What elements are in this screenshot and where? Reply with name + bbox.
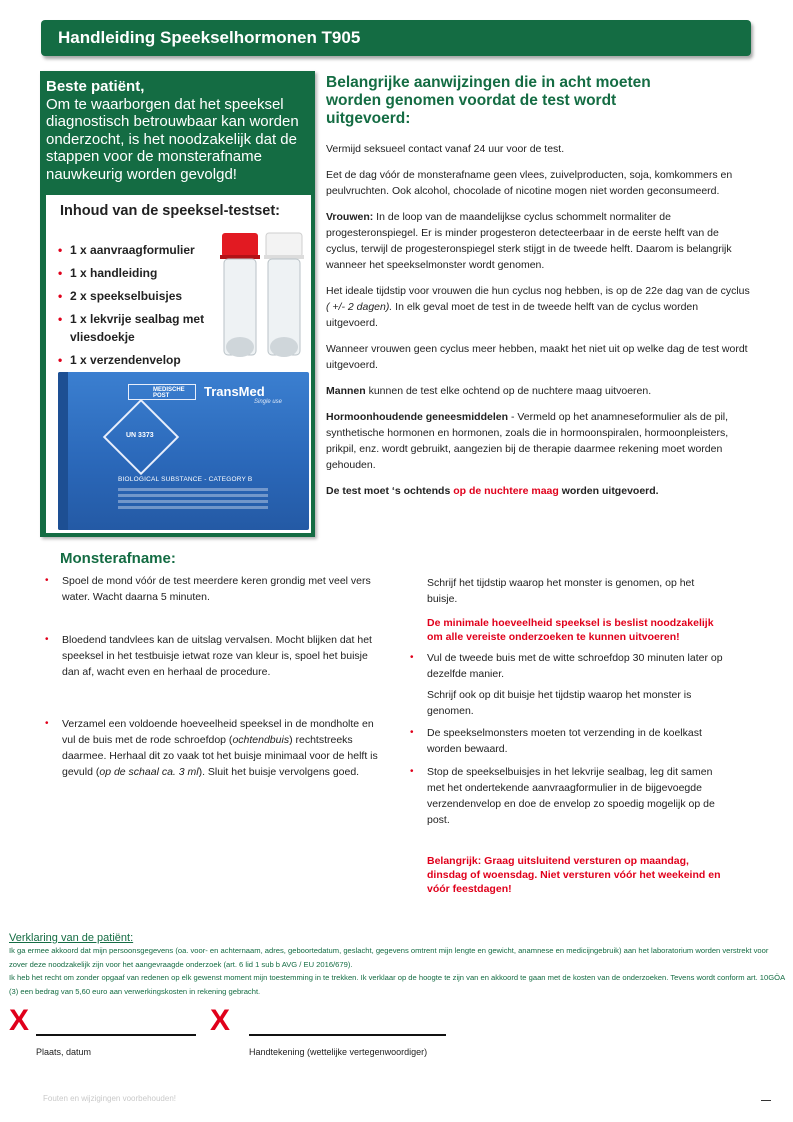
medication-label: Hormoonhoudende geneesmiddelen — [326, 411, 509, 423]
kit-list — [58, 241, 228, 374]
shipping-envelope-image — [58, 372, 309, 530]
intro-text — [46, 78, 310, 183]
important-title: Belangrijke aanwijzingen die in acht moeten worden genomen voordat de test wordt uitgevoerd: — [326, 74, 651, 127]
timing-text: Het ideale tijdstip voor vrouwen die hun cyclus nog hebben, is op de 22e dag van de cyclus — [326, 285, 750, 297]
saliva-tubes-image — [218, 229, 306, 365]
declaration-title: Verklaring van de patiënt: — [9, 932, 134, 944]
envelope-un-code: UN 3373 — [126, 432, 154, 439]
instruction-men — [326, 383, 751, 399]
instruction-no-cycle: Wanneer vrouwen geen cyclus meer hebben, maakt het niet uit op welke dag de test wordt uitgevoerd. — [326, 343, 748, 371]
kit-item: • 2 x speekselbuisjes — [58, 287, 228, 305]
envelope-seal — [58, 372, 68, 530]
page-end-mark — [761, 1100, 771, 1101]
sampling-step: • Stop de speekselbuisjes in het lekvrije sealbag, leg dit samen met het ondertekende aanvraagformulier in de bijgevoegde verzendenvelop en doe de envelop zo spoedig mogelijk op de post. — [410, 764, 725, 828]
place-date-line[interactable] — [36, 1034, 196, 1036]
kit-item: • 1 x lekvrije sealbag met vliesdoekje — [58, 310, 228, 346]
step-emph: ochtendbuis — [232, 734, 290, 746]
kit-title: Inhoud van de speeksel-testset: — [60, 203, 280, 219]
shipping-warning: Belangrijk: Graag uitsluitend versturen op maandag, dinsdag of woensdag. Niet versturen vóór het weekeind en vóór feestdagen! — [427, 855, 721, 895]
instruction-diet: Eet de dag vóór de monsterafname geen vlees, zuivelproducten, soja, komkommers en peulvruchten. Ook alcohol, chocolade of nicotine mogen niet worden geconsumeerd. — [326, 169, 733, 197]
sampling-step — [45, 716, 385, 780]
document-header — [41, 20, 751, 56]
sampling-step: • Spoel de mond vóór de test meerdere keren grondig met veel vers water. Wacht daarna 5 minuten. — [45, 573, 385, 605]
envelope-fine-print — [118, 488, 268, 512]
instruction-women — [326, 209, 751, 273]
men-label: Mannen — [326, 385, 366, 397]
declaration-rights: Ik heb het recht om zonder opgaaf van redenen op elk gewenst moment mijn toestemming in te trekken. Ik verklaar op de hoogte te zijn van en akkoord te gaan met de kosten van de onderzoeken. Tevens wordt conform art. 10GÖA (3) een bedrag van 5,60 euro aan verwerkingskosten in rekening gebracht. — [9, 973, 785, 996]
place-date-label: Plaats, datum — [36, 1047, 92, 1057]
step-text: ). Sluit het buisje vervolgens goed. — [198, 766, 360, 778]
envelope-brand: TransMed — [204, 384, 265, 399]
envelope-stamp: MEDISCHE POST — [128, 384, 196, 400]
patient-declaration — [9, 932, 787, 998]
instruction-sex: Vermijd seksueel contact vanaf 24 uur voor de test. — [326, 143, 565, 155]
red-cap — [222, 233, 258, 257]
women-label: Vrouwen: — [326, 211, 374, 223]
signature-label: Handtekening (wettelijke vertegenwoordiger) — [249, 1047, 428, 1057]
morning-text: De test moet ‘s ochtends — [326, 485, 454, 497]
sampling-right-column — [410, 575, 725, 896]
sampling-step: • De speekselmonsters moeten tot verzending in de koelkast worden bewaard. — [410, 725, 725, 757]
sampling-left-column — [45, 573, 385, 780]
intro-paragraph: Om te waarborgen dat het speeksel diagnostisch betrouwbaar kan worden onderzocht, is het noodzakelijk dat de stappen voor de monsterafname nauwkeurig worden gevolgd! — [46, 95, 299, 183]
medication-text: - Vermeld op het anamneseformulier als de pil, synthetische hormonen en hormonen, zoals die in hormoonspiralen, hormoonpleisters, prikpil, enz. wordt gebruikt, aangezien bij de therapie daarmee rekening moet worden gehouden. — [326, 411, 729, 471]
sampling-title: Monsterafname: — [60, 550, 176, 567]
instruction-timing — [326, 283, 751, 331]
sampling-note: Schrijf ook op dit buisje het tijdstip waarop het monster is genomen. — [427, 689, 692, 717]
intro-greeting: Beste patiënt, — [46, 78, 145, 95]
sampling-warning: De minimale hoeveelheid speeksel is beslist noodzakelijk om alle vereiste onderzoeken te kunnen uitvoeren! — [427, 617, 714, 643]
instruction-morning — [326, 483, 751, 499]
kit-item: • 1 x handleiding — [58, 264, 228, 282]
women-text: In de loop van de maandelijkse cyclus schommelt normaliter de progesteronspiegel. Er is minder progesteron detecteerbaar in de eerste helft van de cyclus, terwijl de progesteronspiegel sterk stijgt in de tweede helft. Daarom is belangrijk wanneer het speekselmonster wordt genomen. — [326, 211, 732, 271]
men-text: kunnen de test elke ochtend op de nuchtere maag uitvoeren. — [365, 385, 652, 397]
step-text: ) rechtstreeks daarmee. Herhaal dit zo vaak tot het buisje minimaal voor de helft is gevuld ( — [62, 734, 378, 778]
declaration-consent: Ik ga ermee akkoord dat mijn persoonsgegevens (oa. voor- en achternaam, adres, geboortedatum, geslacht, gegevens omtrent mijn lengte en gewicht, anamnese en medicijngebruik) aan het laboratorium worden verstrekt voor zover deze noodzakelijk zijn voor het aangevraagde onderzoek (art. 6 lid 1 sub b AVG / EU 2016/679). — [9, 946, 769, 969]
step-emph: op de schaal ca. 3 ml — [99, 766, 199, 778]
instruction-medication — [326, 409, 751, 473]
timing-range: ( +/- 2 dagen). — [326, 301, 393, 313]
kit-item: • 1 x verzendenvelop — [58, 351, 228, 369]
kit-panel — [46, 195, 311, 533]
step-text: Verzamel een voldoende hoeveelheid speeksel in de mondholte en vul de buis met de rode schroefdop ( — [62, 718, 374, 746]
kit-item: • 1 x aanvraagformulier — [58, 241, 228, 259]
sign-here-mark: X — [9, 1004, 30, 1037]
timing-text-end: In elk geval moet de test in de tweede helft van de cyclus worden uitgevoerd. — [326, 301, 699, 329]
intro-box — [40, 71, 315, 537]
envelope-category: BIOLOGICAL SUBSTANCE - CATEGORY B — [118, 476, 253, 483]
document-title: Handleiding Speekselhormonen T905 — [58, 28, 361, 47]
morning-text-end: worden uitgevoerd. — [558, 485, 659, 497]
signature-line[interactable] — [249, 1034, 446, 1036]
morning-highlight: op de nuchtere maag — [453, 485, 559, 497]
envelope-brand-sub: Single use — [254, 399, 283, 405]
sign-here-mark: X — [210, 1004, 231, 1037]
sampling-step: • Vul de tweede buis met de witte schroefdop 30 minuten later op dezelfde manier. — [410, 650, 725, 682]
sampling-step: • Bloedend tandvlees kan de uitslag vervalsen. Mocht blijken dat het speeksel in het testbuisje ietwat roze van kleur is, spoel het buisje dan af, wacht even en herhaal de procedure. — [45, 632, 385, 680]
white-cap — [266, 233, 302, 257]
sampling-note: Schrijf het tijdstip waarop het monster is genomen, op het buisje. — [427, 577, 695, 605]
important-instructions — [326, 74, 751, 509]
footer-note: Fouten en wijzigingen voorbehouden! — [43, 1094, 176, 1103]
